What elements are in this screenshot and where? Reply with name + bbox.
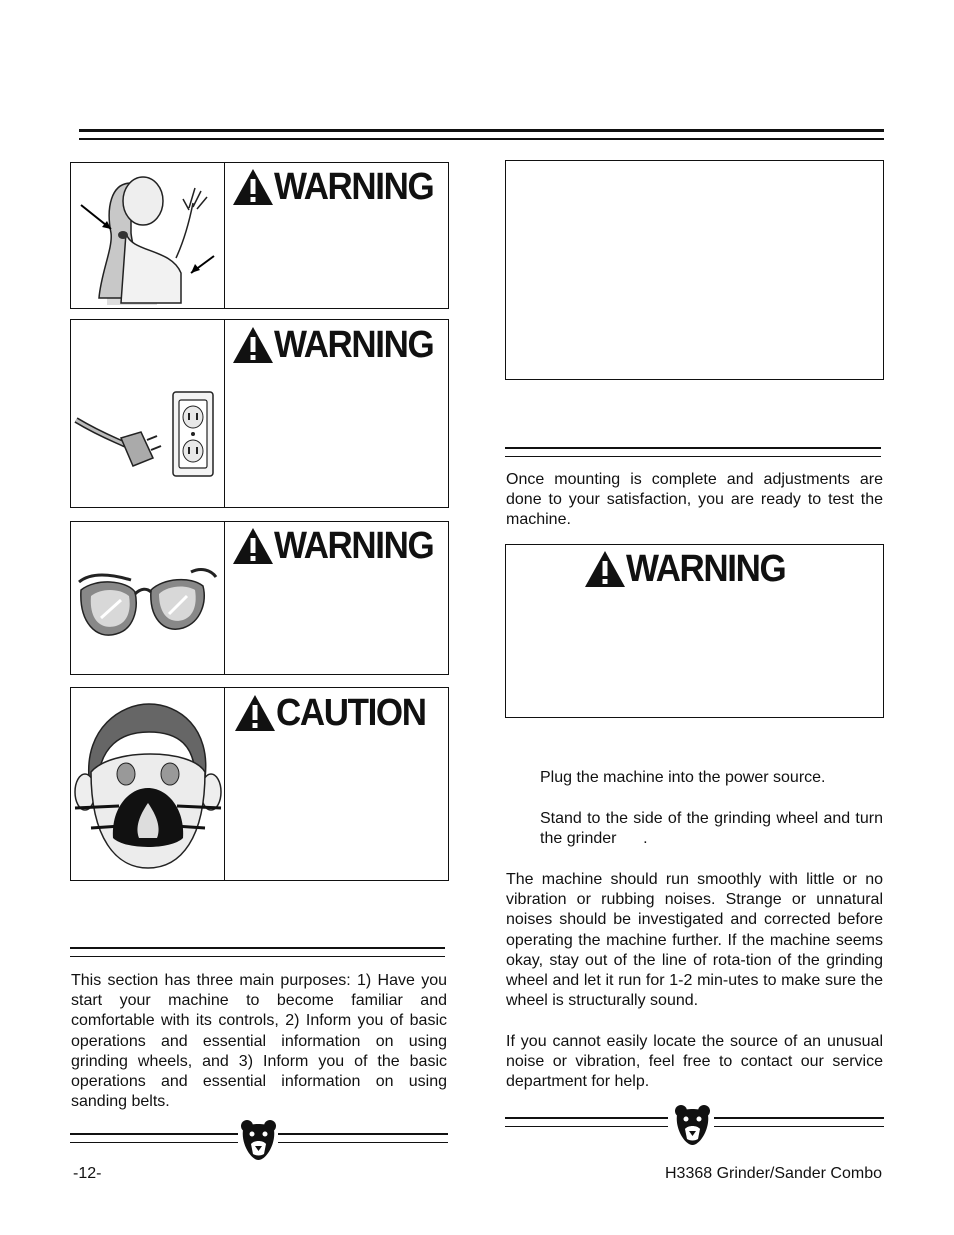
warning-box-power bbox=[70, 319, 449, 508]
footer-rule-right-d bbox=[714, 1126, 884, 1127]
plug-illustration bbox=[71, 320, 225, 507]
warning-signal bbox=[232, 325, 447, 365]
respirator-illustration bbox=[71, 688, 225, 880]
warning-triangle-icon bbox=[232, 527, 274, 565]
warning-triangle-icon bbox=[232, 326, 274, 364]
warning-signal bbox=[232, 526, 447, 566]
caution-box-respirator bbox=[70, 687, 449, 881]
warning-box-clothing bbox=[70, 162, 449, 309]
caution-triangle-icon bbox=[234, 694, 276, 732]
bear-logo-icon bbox=[240, 1118, 277, 1162]
safety-glasses-illustration bbox=[71, 522, 225, 674]
clothing-illustration bbox=[71, 163, 225, 308]
footer-rule-left-a bbox=[70, 1133, 238, 1135]
test-run-paragraph-1: The machine should run smoothly with little or no vibration or rubbing noises. Strange or unnatural noises should be investigated and corrected before operating the machine further. If the machine seems okay, stay out of the line of rota-tion of the grinding wheel and let it run for 1-2 min-utes to make sure the wheel is structurally sound. bbox=[506, 871, 883, 1010]
test-run-section-rule bbox=[505, 447, 881, 449]
footer-rule-left-d bbox=[278, 1142, 448, 1143]
product-name: H3368 Grinder/Sander Combo bbox=[664, 1165, 882, 1182]
footer-rule-left-c bbox=[278, 1133, 448, 1135]
warning-triangle-icon bbox=[232, 168, 274, 206]
warning-label: WARNING bbox=[274, 525, 434, 567]
warning-label: WARNING bbox=[274, 324, 434, 366]
notice-box bbox=[505, 160, 884, 380]
footer-rule-left-b bbox=[70, 1142, 238, 1143]
step-1: Plug the machine into the power source. bbox=[540, 769, 826, 786]
test-run-intro: Once mounting is complete and adjustments are done to your satisfaction, you are ready to test the machine. bbox=[506, 471, 883, 529]
test-run-paragraph-2: If you cannot easily locate the source of an unusual noise or vibration, feel free to contact our service department for help. bbox=[506, 1033, 883, 1091]
header-rule-thin bbox=[79, 138, 884, 140]
step-2: Stand to the side of the grinding wheel and turn the grinder . bbox=[540, 810, 888, 848]
warning-triangle-icon bbox=[584, 550, 626, 588]
page-number: -12- bbox=[73, 1165, 102, 1182]
section-rule-thin bbox=[70, 956, 445, 957]
footer-rule-right-a bbox=[505, 1117, 668, 1119]
test-run-warning-box bbox=[505, 544, 884, 718]
footer-rule-right-c bbox=[714, 1117, 884, 1119]
section-rule bbox=[70, 947, 445, 949]
caution-label: CAUTION bbox=[276, 692, 426, 734]
intro-paragraph: This section has three main purposes: 1) Have you start your machine to become familiar and comfortable with its controls, 2) Inform you of basic operations and essential information on using grinding wheels, and 3) Inform you of the basic operations and essential information on using sanding belts. bbox=[71, 972, 447, 1111]
caution-signal bbox=[234, 693, 439, 733]
warning-signal bbox=[584, 549, 799, 589]
test-run-section-rule-thin bbox=[505, 456, 881, 457]
warning-label: WARNING bbox=[626, 548, 786, 590]
footer-rule-right-b bbox=[505, 1126, 668, 1127]
bear-logo-icon bbox=[674, 1103, 711, 1147]
warning-signal bbox=[232, 167, 447, 207]
warning-box-eye-protection bbox=[70, 521, 449, 675]
warning-label: WARNING bbox=[274, 166, 434, 208]
header-rule-thick bbox=[79, 129, 884, 132]
